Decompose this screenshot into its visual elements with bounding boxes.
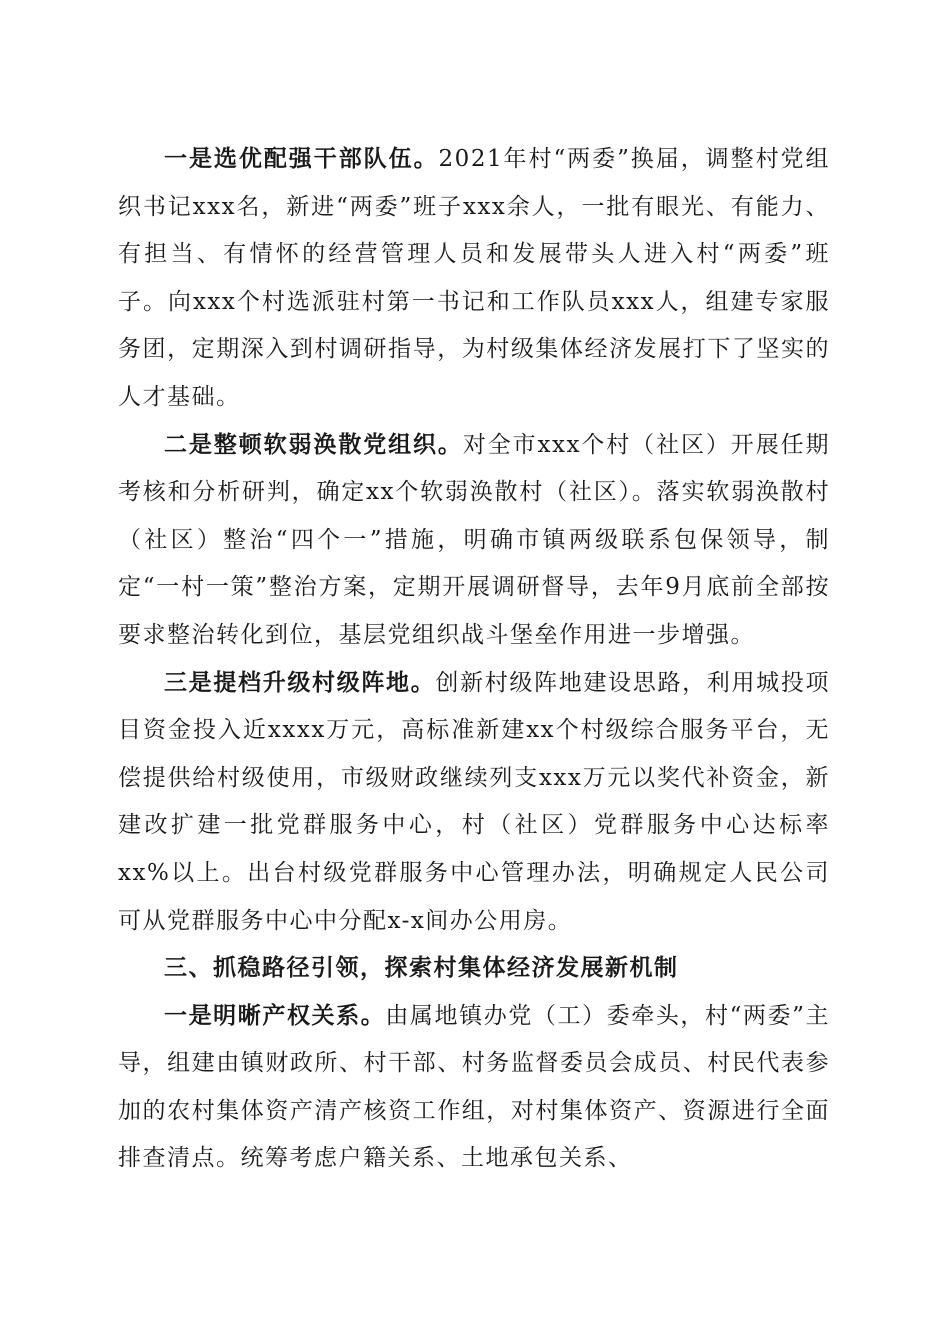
paragraph-weak-organizations — [118, 422, 830, 660]
paragraph-body: 创新村级阵地建设思路，利用城投项目资金投入近xxxx万元，高标准新建xx个村级综合服务平台，无偿提供给村级使用，市级财政继续列支xxx万元以奖代补资金，新建改扩建一批党群服务中心，村（社区）党群服务中心达标率xx%以上。出台村级党群服务中心管理办法，明确规定人民公司可从党群服务中心中分配x-x间办公用房。 — [118, 669, 831, 934]
paragraph-body: 对全市xxx个村（社区）开展任期考核和分析研判，确定xx个软弱涣散村（社区）。落实软弱涣散村（社区）整治“四个一”措施，明确市镇两级联系包保领导，制定“一村一策”整治方案，定期开展调研督导，去年9月底前全部按要求整治转化到位，基层党组织战斗堡垒作用进一步增强。 — [118, 431, 830, 648]
paragraph-lead: 二是整顿软弱涣散党组织。 — [164, 431, 463, 458]
paragraph-village-positions — [118, 660, 830, 946]
document-body — [118, 136, 830, 1183]
section-heading: 三、抓稳路径引领，探索村集体经济发展新机制 — [164, 955, 679, 982]
paragraph-cadre-team — [118, 136, 830, 422]
paragraph-lead: 三是提档升级村级阵地。 — [164, 669, 436, 696]
paragraph-property-rights — [118, 993, 830, 1183]
paragraph-body: 2021年村“两委”换届，调整村党组织书记xxx名，新进“两委”班子xxx余人，一批有眼光、有能力、有担当、有情怀的经营管理人员和发展带头人进入村“两委”班子。向xxx个村选派驻村第一书记和工作队员xxx人，组建专家服务团，定期深入到村调研指导，为村级集体经济发展打下了坚实的人才基础。 — [118, 146, 831, 410]
paragraph-lead: 一是选优配强干部队伍。 — [164, 146, 439, 172]
paragraph-lead: 一是明晰产权关系。 — [164, 1002, 386, 1029]
paragraph-body: 由属地镇办党（工）委牵头，村“两委”主导，组建由镇财政所、村干部、村务监督委员会成员、村民代表参加的农村集体资产清产核资工作组，对村集体资产、资源进行全面排查清点。统筹考虑户籍关系、土地承包关系、 — [118, 1002, 830, 1172]
